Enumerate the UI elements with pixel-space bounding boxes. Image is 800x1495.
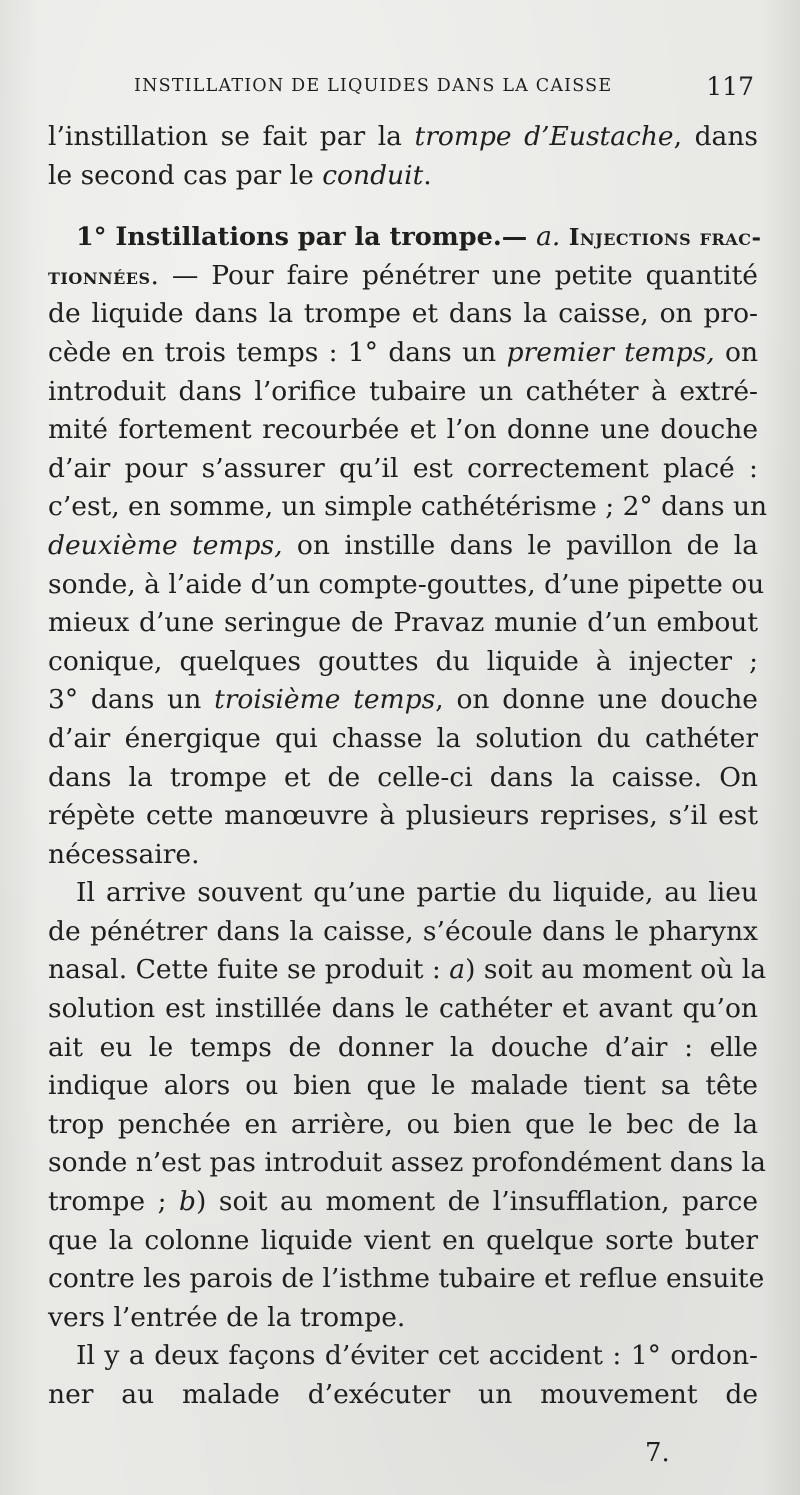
text-line: l’instillation se fait par la trompe d’Eustache, dans	[48, 121, 758, 152]
text-line: ait eu le temps de donner la douche d’air : elle	[48, 1031, 758, 1063]
text-line: deuxième temps, on instille dans le pavillon de la	[48, 529, 759, 561]
bold-small-caps-text: tionnées	[48, 262, 151, 290]
text-line: de liquide dans la trompe et dans la caisse, on pro-	[48, 298, 758, 330]
section-heading-line	[48, 218, 762, 257]
text-line: mieux d’une seringue de Pravaz munie d’un embout	[48, 607, 758, 639]
italic-text: trompe d’Eustache	[414, 121, 674, 152]
text-line: sonde, à l’aide d’un compte-gouttes, d’une pipette ou	[48, 568, 765, 600]
text-line: sonde n’est pas introduit assez profondément dans la	[48, 1147, 766, 1179]
text-line: tionnées. — Pour faire pénétrer une petite quantité	[48, 259, 758, 291]
text-line: cède en trois temps : 1° dans un premier temps, on	[48, 336, 759, 368]
paragraph-start-line: Il arrive souvent qu’une partie du liquide, au lieu	[76, 877, 758, 909]
text-line: indique alors ou bien que le malade tient sa tête	[48, 1070, 758, 1102]
italic-text: conduit	[322, 159, 424, 191]
text-line: introduit dans l’orifice tubaire un cathéter à extré-	[48, 375, 758, 407]
text-line: dans la trompe et de celle-ci dans la caisse. On	[48, 761, 758, 793]
italic-text: b	[179, 1186, 196, 1218]
text-line: 3° dans un troisième temps, on donne une douche	[48, 684, 758, 716]
page-number: 117	[706, 72, 754, 101]
page-header	[48, 68, 758, 108]
text-line: nécessaire.	[48, 838, 200, 870]
italic-text: premier temps,	[506, 336, 715, 368]
text-line: que la colonne liquide vient en quelque sorte buter	[48, 1224, 758, 1256]
italic-text: a.	[536, 221, 561, 253]
text-line: trop penchée en arrière, ou bien que le bec de la	[48, 1108, 758, 1140]
running-title: INSTILLATION DE LIQUIDES DANS LA CAISSE	[134, 76, 613, 96]
body-text	[48, 118, 768, 1415]
text-line: conique, quelques gouttes du liquide à injecter ;	[48, 645, 758, 677]
italic-text: a	[449, 954, 466, 986]
italic-text: troisième temps	[214, 684, 436, 716]
text-line: mité fortement recourbée et l’on donne une douche	[48, 414, 758, 446]
paragraph-start-line: Il y a deux façons d’éviter cet accident : 1° ordon-	[76, 1340, 758, 1372]
text-line: vers l’entrée de la trompe.	[48, 1301, 406, 1333]
text-line: répète cette manœuvre à plusieurs reprises, s’il est	[48, 800, 758, 832]
text-line: de pénétrer dans la caisse, s’écoule dans le pharynx	[48, 915, 758, 947]
bold-small-caps-text: Injections frac-	[568, 224, 762, 252]
text-line: solution est instillée dans le cathéter et avant qu’on	[48, 993, 758, 1025]
text-line: trompe ; b) soit au moment de l’insufflation, parce	[48, 1186, 759, 1218]
text-line: nasal. Cette fuite se produit : a) soit au moment où la	[48, 954, 767, 986]
text-line: d’air énergique qui chasse la solution du cathéter	[48, 722, 758, 754]
text-line: c’est, en somme, un simple cathétérisme ; 2° dans un	[48, 491, 768, 523]
bold-heading-text: 1° Instillations par la trompe.—	[76, 222, 537, 253]
text-line: d’air pour s’assurer qu’il est correctement placé :	[48, 452, 758, 484]
signature-mark: 7.	[645, 1438, 670, 1468]
text-line: contre les parois de l’isthme tubaire et reflue ensuite	[48, 1263, 765, 1295]
text-line: ner au malade d’exécuter un mouvement de	[48, 1379, 758, 1410]
italic-text: deuxième temps,	[48, 529, 283, 561]
text-line: le second cas par le conduit.	[48, 159, 432, 191]
